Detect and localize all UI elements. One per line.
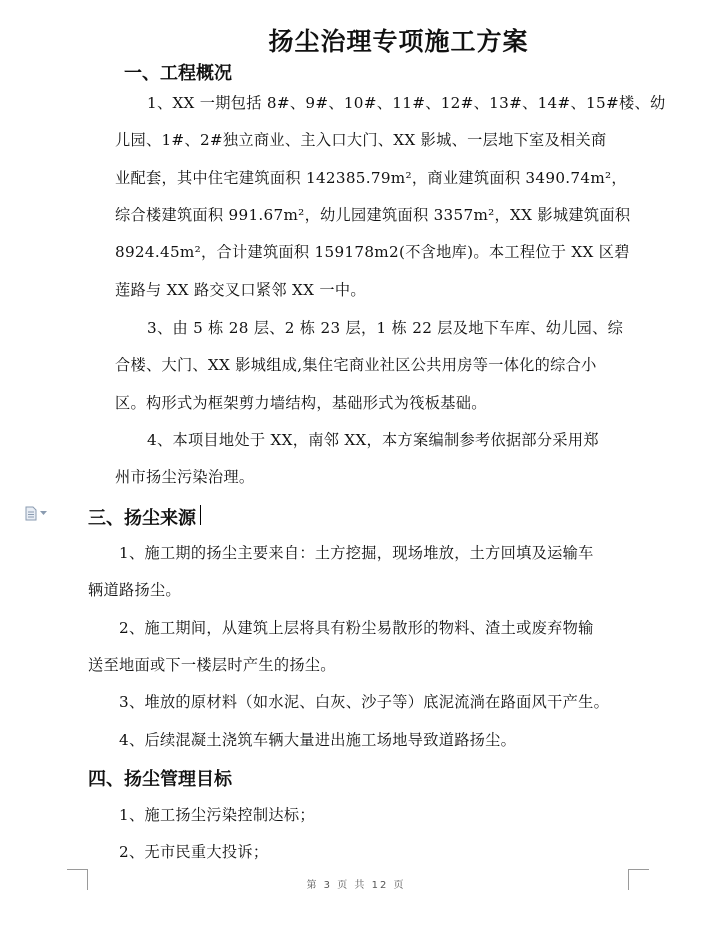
paragraph-options-icon[interactable] xyxy=(25,505,51,521)
section-heading-dust-sources: 三、扬尘来源 xyxy=(88,508,196,529)
paragraph-line: 8924.45m²，合计建筑面积 159178m2(不含地库)。本工程位于 XX 区碧 xyxy=(115,243,630,261)
paragraph-line: 1、施工扬尘污染控制达标； xyxy=(119,806,315,824)
chevron-down-icon xyxy=(40,511,47,516)
paragraph-line: 3、由 5 栋 28 层、2 栋 23 层，1 栋 22 层及地下车库、幼儿园、综 xyxy=(147,319,624,337)
paragraph-line: 4、本项目地处于 XX，南邻 XX，本方案编制参考依据部分采用郑 xyxy=(147,431,599,449)
paragraph-line: 业配套，其中住宅建筑面积 142385.79m²，商业建筑面积 3490.74m²， xyxy=(115,169,627,187)
paragraph-line: 1、XX 一期包括 8#、9#、10#、11#、12#、13#、14#、15#楼、幼 xyxy=(147,94,666,112)
paragraph-line: 综合楼建筑面积 991.67m²，幼儿园建筑面积 3357m²，XX 影城建筑面积 xyxy=(115,206,631,224)
paragraph-line: 州市扬尘污染治理。 xyxy=(115,468,255,486)
page-footer: 第 3 页 共 12 页 xyxy=(306,880,406,891)
paragraph-line: 2、无市民重大投诉； xyxy=(119,843,269,861)
paragraph-line: 3、堆放的原材料（如水泥、白灰、沙子等）底泥流淌在路面风干产生。 xyxy=(119,693,610,711)
section-heading-overview: 一、工程概况 xyxy=(124,63,232,84)
paragraph-line: 区。构形式为框架剪力墙结构，基础形式为筏板基础。 xyxy=(115,394,487,412)
document-icon xyxy=(25,506,37,521)
paragraph-line: 4、后续混凝土浇筑车辆大量进出施工场地导致道路扬尘。 xyxy=(119,731,517,749)
paragraph-line: 莲路与 XX 路交叉口紧邻 XX 一中。 xyxy=(115,281,366,299)
document-title: 扬尘治理专项施工方案 xyxy=(268,27,529,56)
paragraph-line: 合楼、大门、XX 影城组成,集住宅商业社区公共用房等一体化的综合小 xyxy=(115,356,597,374)
paragraph-line: 2、施工期间，从建筑上层将具有粉尘易散形的物料、渣土或废弃物输 xyxy=(119,619,594,637)
paragraph-line: 送至地面或下一楼层时产生的扬尘。 xyxy=(88,656,336,674)
text-cursor xyxy=(200,505,201,525)
paragraph-line: 1、施工期的扬尘主要来自：土方挖掘，现场堆放，土方回填及运输车 xyxy=(119,544,594,562)
paragraph-line: 儿园、1#、2#独立商业、主入口大门、XX 影城、一层地下室及相关商 xyxy=(115,131,607,149)
section-heading-management-goals: 四、扬尘管理目标 xyxy=(88,769,232,790)
paragraph-line: 辆道路扬尘。 xyxy=(88,581,181,599)
